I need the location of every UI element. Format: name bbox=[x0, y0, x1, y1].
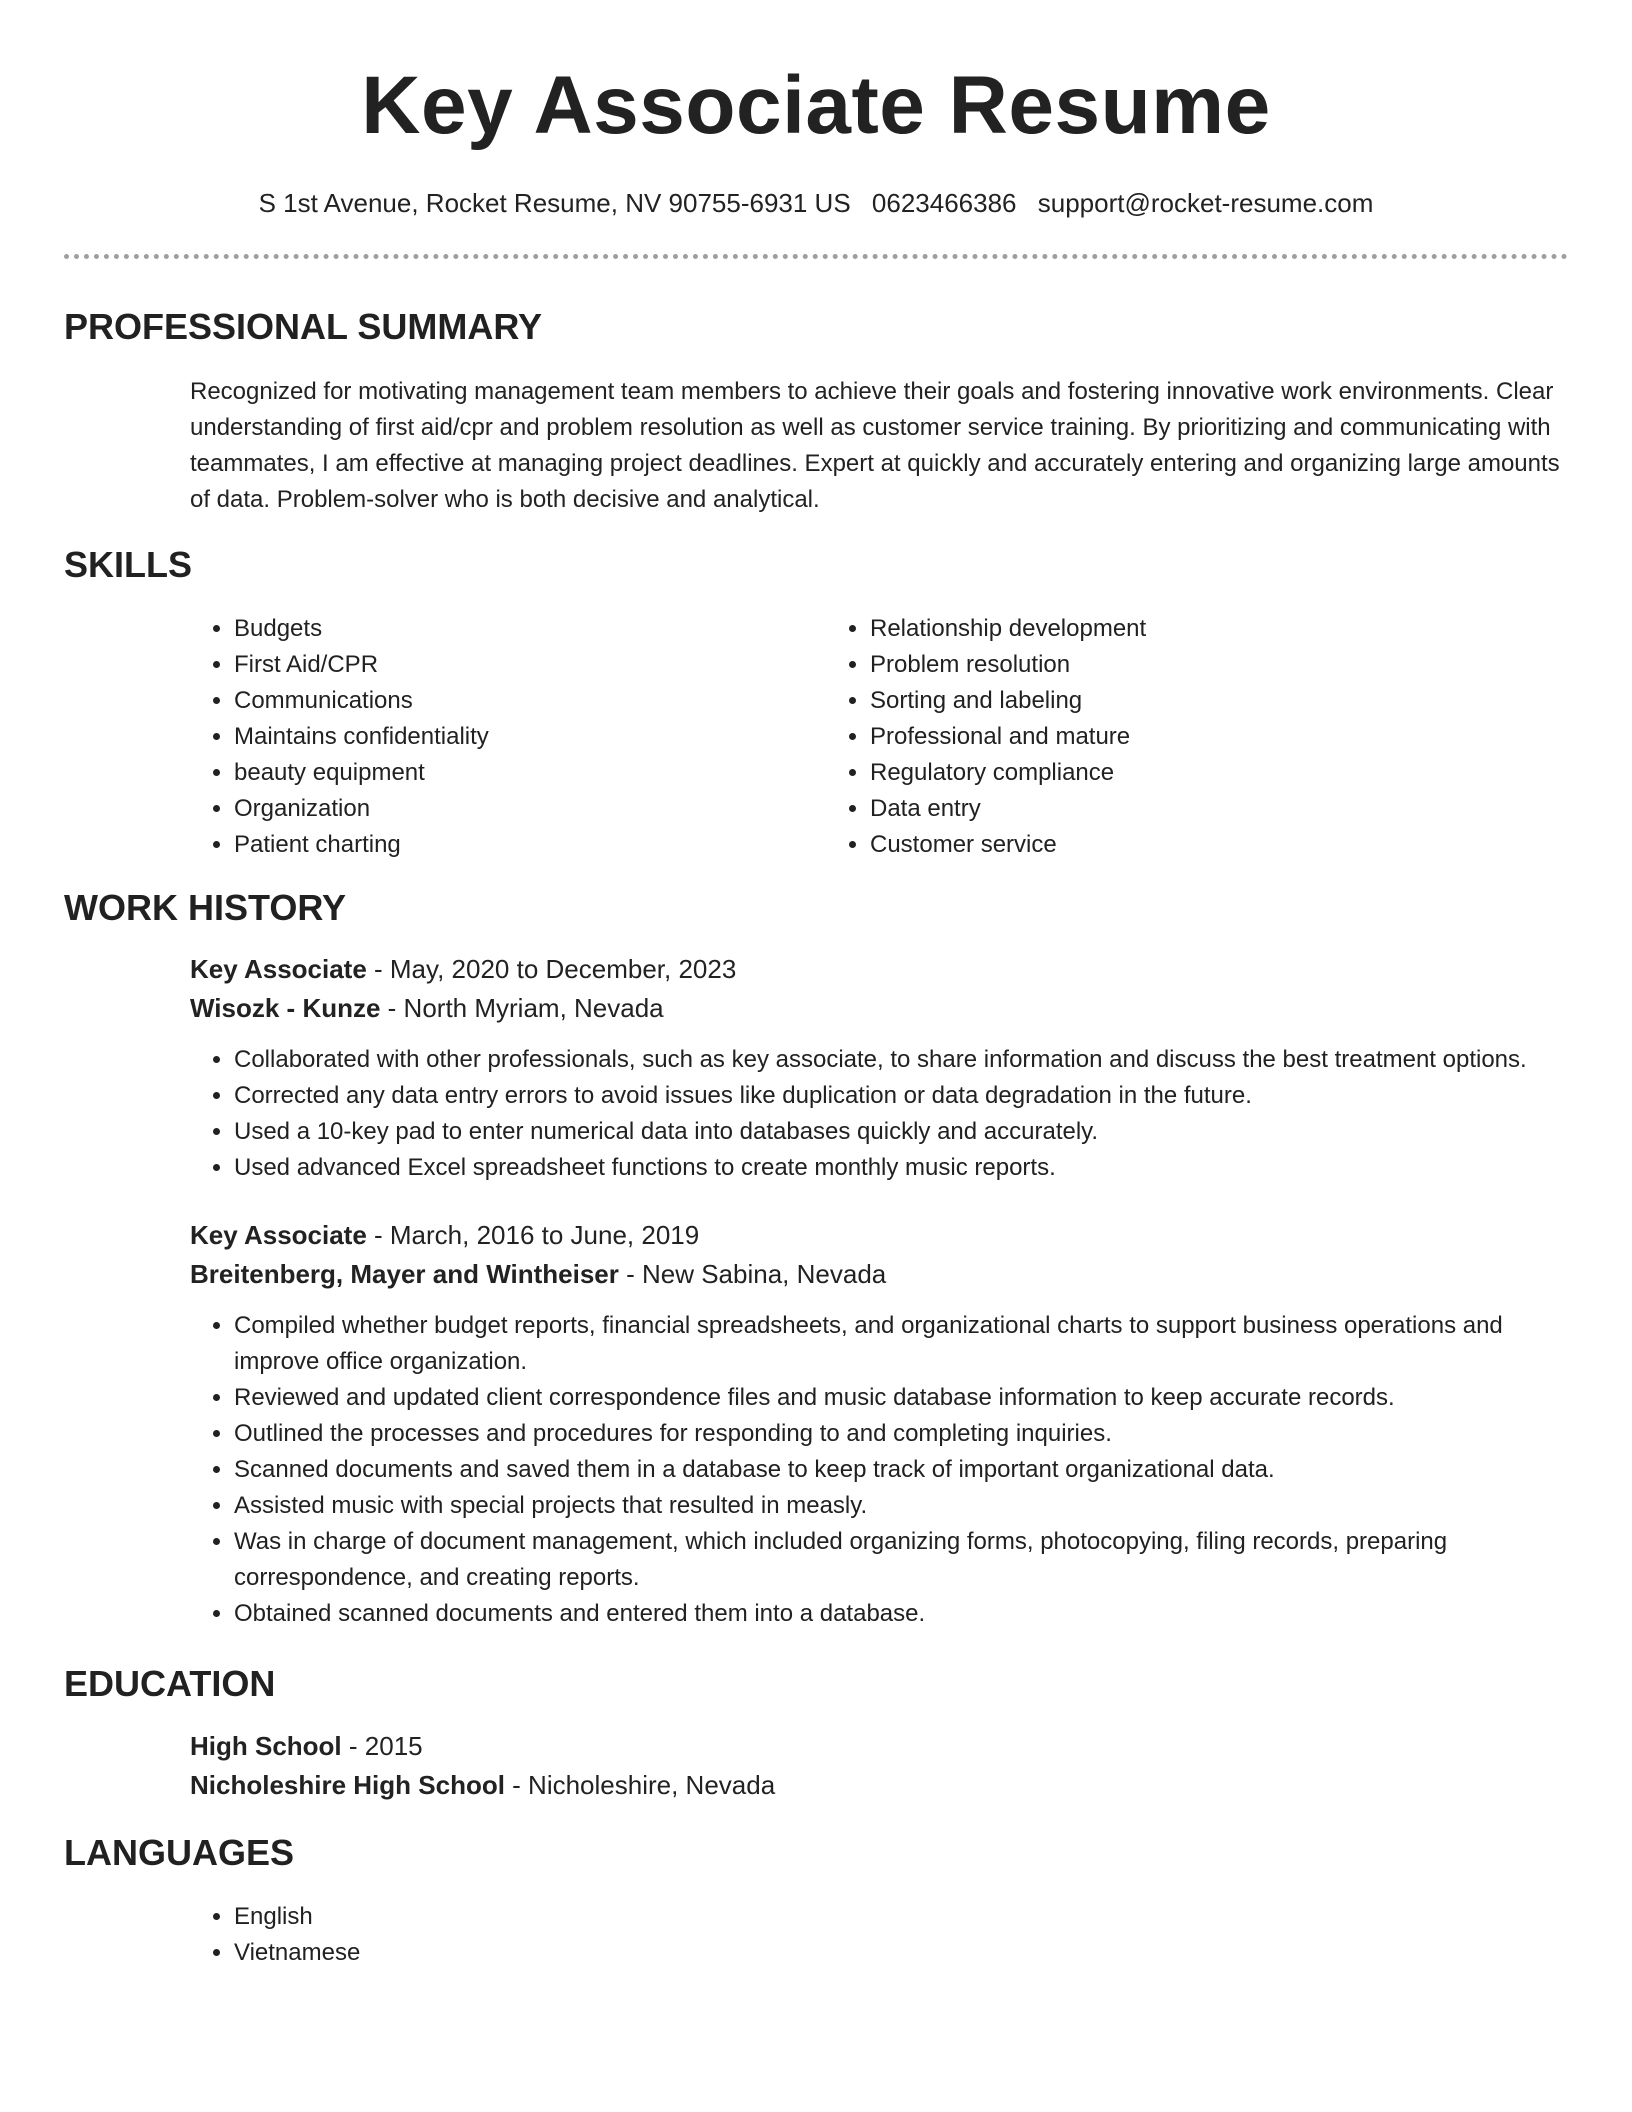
skill-item: • Regulatory compliance bbox=[870, 755, 1466, 791]
skill-item: • Communications bbox=[234, 683, 826, 719]
skills-list-left bbox=[190, 611, 826, 863]
skill-item: • Data entry bbox=[870, 791, 1466, 827]
job-dates: - May, 2020 to December, 2023 bbox=[366, 954, 737, 984]
job-bullet: • Used a 10-key pad to enter numerical data into databases quickly and accurately. bbox=[234, 1114, 1568, 1150]
job-company: Wisozk - Kunze bbox=[190, 993, 381, 1023]
skill-item: • Professional and mature bbox=[870, 719, 1466, 755]
skills-columns bbox=[190, 611, 1568, 863]
job-company-line bbox=[190, 989, 1568, 1028]
section-title-work-history: WORK HISTORY bbox=[64, 887, 347, 928]
job-bullet: • Scanned documents and saved them in a database to keep track of important organizational data. bbox=[234, 1452, 1568, 1488]
job-bullet: • Corrected any data entry errors to avoid issues like duplication or data degradation in the future. bbox=[234, 1078, 1568, 1114]
education-entry bbox=[190, 1727, 1568, 1805]
section-title-languages: LANGUAGES bbox=[64, 1832, 295, 1873]
skill-item: • beauty equipment bbox=[234, 755, 826, 791]
skill-item: • First Aid/CPR bbox=[234, 647, 826, 683]
job-bullet: • Was in charge of document management, which included organizing forms, photocopying, filing records, preparing correspondence, and creating reports. bbox=[234, 1524, 1568, 1596]
job-dates: - March, 2016 to June, 2019 bbox=[366, 1220, 700, 1250]
education-degree: High School bbox=[190, 1731, 342, 1761]
address-text: S 1st Avenue, Rocket Resume, NV 90755-6931 US bbox=[258, 188, 851, 218]
job-title-line bbox=[190, 1216, 1568, 1255]
job-title: Key Associate bbox=[190, 1220, 367, 1250]
job-entry bbox=[190, 950, 1568, 1186]
job-bullet: • Obtained scanned documents and entered them into a database. bbox=[234, 1596, 1568, 1632]
skill-item: • Relationship development bbox=[870, 611, 1466, 647]
language-item: • Vietnamese bbox=[234, 1935, 1568, 1971]
skill-item: • Organization bbox=[234, 791, 826, 827]
education-school-line bbox=[190, 1766, 1568, 1805]
job-bullets bbox=[190, 1042, 1568, 1186]
section-title-summary: PROFESSIONAL SUMMARY bbox=[64, 306, 543, 347]
job-bullet: • Outlined the processes and procedures for responding to and completing inquiries. bbox=[234, 1416, 1568, 1452]
job-company-line bbox=[190, 1255, 1568, 1294]
header-divider bbox=[64, 254, 1568, 259]
job-bullets bbox=[190, 1308, 1568, 1632]
section-title-education: EDUCATION bbox=[64, 1663, 276, 1704]
job-entry bbox=[190, 1216, 1568, 1632]
skill-item: • Patient charting bbox=[234, 827, 826, 863]
job-bullet: • Assisted music with special projects that resulted in measly. bbox=[234, 1488, 1568, 1524]
job-bullet: • Compiled whether budget reports, financial spreadsheets, and organizational charts to support business operations and improve office organization. bbox=[234, 1308, 1568, 1380]
skills-list-right bbox=[826, 611, 1466, 863]
education-location: - Nicholeshire, Nevada bbox=[504, 1770, 776, 1800]
job-company: Breitenberg, Mayer and Wintheiser bbox=[190, 1259, 619, 1289]
education-year: - 2015 bbox=[341, 1731, 423, 1761]
resume-title: Key Associate Resume bbox=[361, 60, 1271, 151]
job-title: Key Associate bbox=[190, 954, 367, 984]
skill-item: • Sorting and labeling bbox=[870, 683, 1466, 719]
section-title-skills: SKILLS bbox=[64, 544, 193, 585]
language-item: • English bbox=[234, 1899, 1568, 1935]
email-text: support@rocket-resume.com bbox=[1037, 188, 1374, 218]
contact-line bbox=[64, 186, 1568, 220]
summary-paragraph: Recognized for motivating management team members to achieve their goals and fostering innovative work environments. Clear understanding of first aid/cpr and problem resolution as well as customer service training. By prioritizing and communicating with teammates, I am effective at managing project deadlines. Expert at quickly and accurately entering and organizing large amounts of data. Problem-solver who is both decisive and analytical. bbox=[190, 378, 1560, 513]
job-title-line bbox=[190, 950, 1568, 989]
education-degree-line bbox=[190, 1727, 1568, 1766]
languages-list bbox=[190, 1899, 1568, 1971]
phone-text: 0623466386 bbox=[871, 188, 1017, 218]
job-bullet: • Collaborated with other professionals, such as key associate, to share information and discuss the best treatment options. bbox=[234, 1042, 1568, 1078]
job-bullet: • Used advanced Excel spreadsheet functions to create monthly music reports. bbox=[234, 1150, 1568, 1186]
education-school: Nicholeshire High School bbox=[190, 1770, 505, 1800]
job-location: - North Myriam, Nevada bbox=[380, 993, 664, 1023]
job-location: - New Sabina, Nevada bbox=[618, 1259, 887, 1289]
job-bullet: • Reviewed and updated client correspondence files and music database information to keep accurate records. bbox=[234, 1380, 1568, 1416]
skill-item: • Maintains confidentiality bbox=[234, 719, 826, 755]
skill-item: • Problem resolution bbox=[870, 647, 1466, 683]
skill-item: • Budgets bbox=[234, 611, 826, 647]
skill-item: • Customer service bbox=[870, 827, 1466, 863]
